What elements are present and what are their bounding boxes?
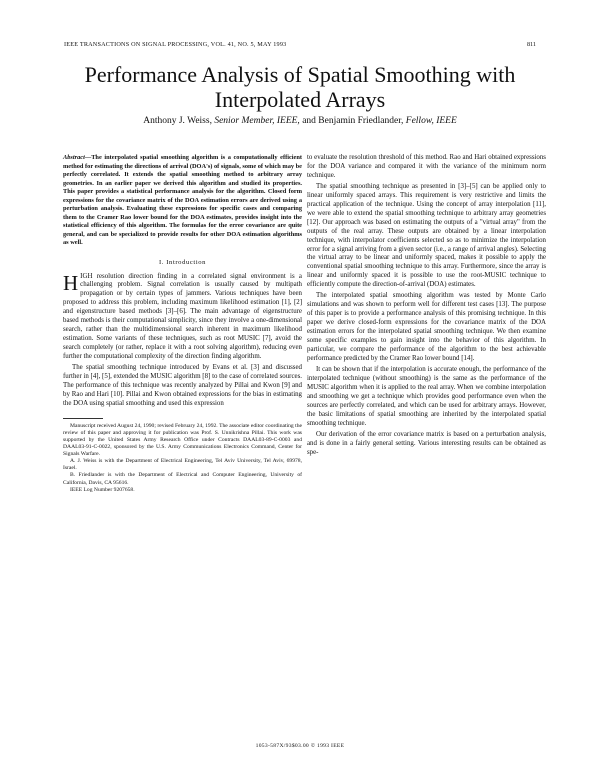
abstract <box>63 154 302 248</box>
intro-paragraph-2: The spatial smoothing technique introduced by Evans et al. [3] and discussed further in [4], [5], extended the MUSIC algorithm [8] to the case of correlated sources. The performance of this technique was recently analyzed by Pillai and Kwon [9] and by Rao and Hari [10]. Pillai and Kwon obtained expressions for the bias in estimating the DOA using spatial smoothing and used this expression <box>63 364 302 407</box>
footnote-divider <box>63 418 103 419</box>
right-paragraph-2: The spatial smoothing technique as presented in [3]–[5] can be applied only to linear uniformly spaced arrays. This requirement is very restrictive and limits the practical application of the technique. Using the concept of array interpolation [11], we were able to extend the spatial smoothing technique to arbitrary array geometries [12]. Our approach was based on estimating the outputs of a "virtual array" from the outputs of the real array. These outputs are obtained by a linear interpolation technique, with interpolator coefficients selected so as to minimize the interpolation error for a signal arriving from a given sector (i.e., a range of arrival angles). Selecting the virtual array to be linear and uniformly spaced, makes it possible to apply the conventional spatial smoothing technique to this array. Furthermore, since the array is linear and uniformly spaced it is possible to use the root-MUSIC technique to efficiently compute the direction-of-arrival (DOA) estimates. <box>307 182 546 289</box>
drop-cap: H <box>63 270 79 295</box>
footnote-author-2: B. Friedlander is with the Department of Electrical and Computer Engineering, University of California, Davis, CA 95616. <box>63 472 302 486</box>
footnote-log-number: IEEE Log Number 9207658. <box>70 486 135 493</box>
author-2-name: Benjamin Friedlander, <box>318 116 404 126</box>
author-2-grade: Fellow, IEEE <box>405 116 457 126</box>
paper-title: Performance Analysis of Spatial Smoothing with Interpolated Arrays <box>84 62 516 112</box>
footnote-manuscript: Manuscript received August 24, 1990; revised February 24, 1992. The associate editor coordinating the review of this paper and approving it for publication was Prof. S. Unnikrishna Pillai. This work was supported by the United States Army Research Office under Contracts DAAL03-89-C-0003 and DAAL03-91-C-0022, sponsored by the U.S. Army Communications Electronics Command, Center for Signals Warfare. <box>63 422 302 458</box>
intro-paragraph-1-text: IGH resolution direction finding in a correlated signal environment is a challenging problem. Signal correlation is usually caused by multipath propagation or by certain types of jammers. Various techniques have been proposed to address this problem, including maximum likelihood estimation [1], [2] and eigenstructure based methods [3]–[6]. The main advantage of eigenstructure based methods is their computational simplicity, since they involve a one-dimensional search, rather than the multidimensional search inherent in maximum likelihood estimation. Some variants of these techniques, such as root MUSIC [7], avoid the search completely (or rather, replace it with a root solving algorithm), reducing even further the computational complexity of the direction finding algorithm. <box>63 272 302 361</box>
intro-paragraph-1 <box>63 270 302 363</box>
author-1-grade: Senior Member, IEEE, <box>214 116 300 126</box>
left-column <box>63 154 302 494</box>
copyright-footer: 1053-587X/93$03.00 © 1993 IEEE <box>255 743 345 749</box>
right-column <box>307 154 546 457</box>
author-line <box>40 116 560 126</box>
right-paragraph-5: Our derivation of the error covariance matrix is based on a perturbation analysis, and is done in a fairly general setting. Various interesting results can be obtained as spe- <box>307 430 546 456</box>
section-heading-introduction: I. Introduction <box>158 258 207 266</box>
author-1-name: Anthony J. Weiss, <box>143 116 212 126</box>
abstract-text: The interpolated spatial smoothing algorithm is a computationally efficient method for estimating the directions of arrival (DOA's) of signals, some of which may be perfectly correlated. It extends the spatial smoothing method to arbitrary array geometries. In an earlier paper we derived this algorithm and studied its properties. This paper provides a statistical performance analysis for the algorithm. Closed form expressions for the covariance matrix of the DOA estimation errors are derived using a perturbation analysis. Evaluating these expressions for specific cases and comparing them to the Cramer Rao lower bound for the DOA estimates, provides insight into the statistical efficiency of this algorithm. The formulas for the error covariance are quite general, and can be specialized to provide results for other DOA estimation algorithms as well. <box>63 154 302 246</box>
author-connector: and <box>302 116 316 126</box>
right-paragraph-1: to evaluate the resolution threshold of this method. Rao and Hari obtained expressions for the DOA variance and compared it with the variance of the minimum norm technique. <box>307 154 546 179</box>
abstract-lead: Abstract— <box>63 154 92 161</box>
right-paragraph-3: The interpolated spatial smoothing algorithm was tested by Monte Carlo simulations and was shown to perform well for different test cases [13]. The purpose of this paper is to provide a performance analysis of this promising technique. In this paper we derive closed-form expressions for the covariance matrix of the DOA estimation errors for the interpolated spatial smoothing technique. We then examine some specific examples to gain insight into the behavior of this algorithm. In particular, we compare the performance of the algorithm to the best achievable performance predicted by the Cramer Rao lower bound [14]. <box>307 292 546 362</box>
footnote-author-1: A. J. Weiss is with the Department of Electrical Engineering, Tel Aviv University, Tel Aviv, 69978, Israel. <box>63 458 302 472</box>
page-number: 811 <box>526 41 536 48</box>
journal-header: IEEE TRANSACTIONS ON SIGNAL PROCESSING, VOL. 41, NO. 5, MAY 1993 <box>64 41 287 48</box>
right-paragraph-4: It can be shown that if the interpolation is accurate enough, the performance of the interpolated technique (without smoothing) is the same as the performance of the MUSIC algorithm when it is applied to the real array. When we combine interpolation and smoothing we get a technique which provides good performance even when the sources are perfectly correlated, and which can be used for arbitrary arrays. However, the basic limitations of spatial smoothing are inherited by the interpolated spatial smoothing technique. <box>307 365 546 427</box>
